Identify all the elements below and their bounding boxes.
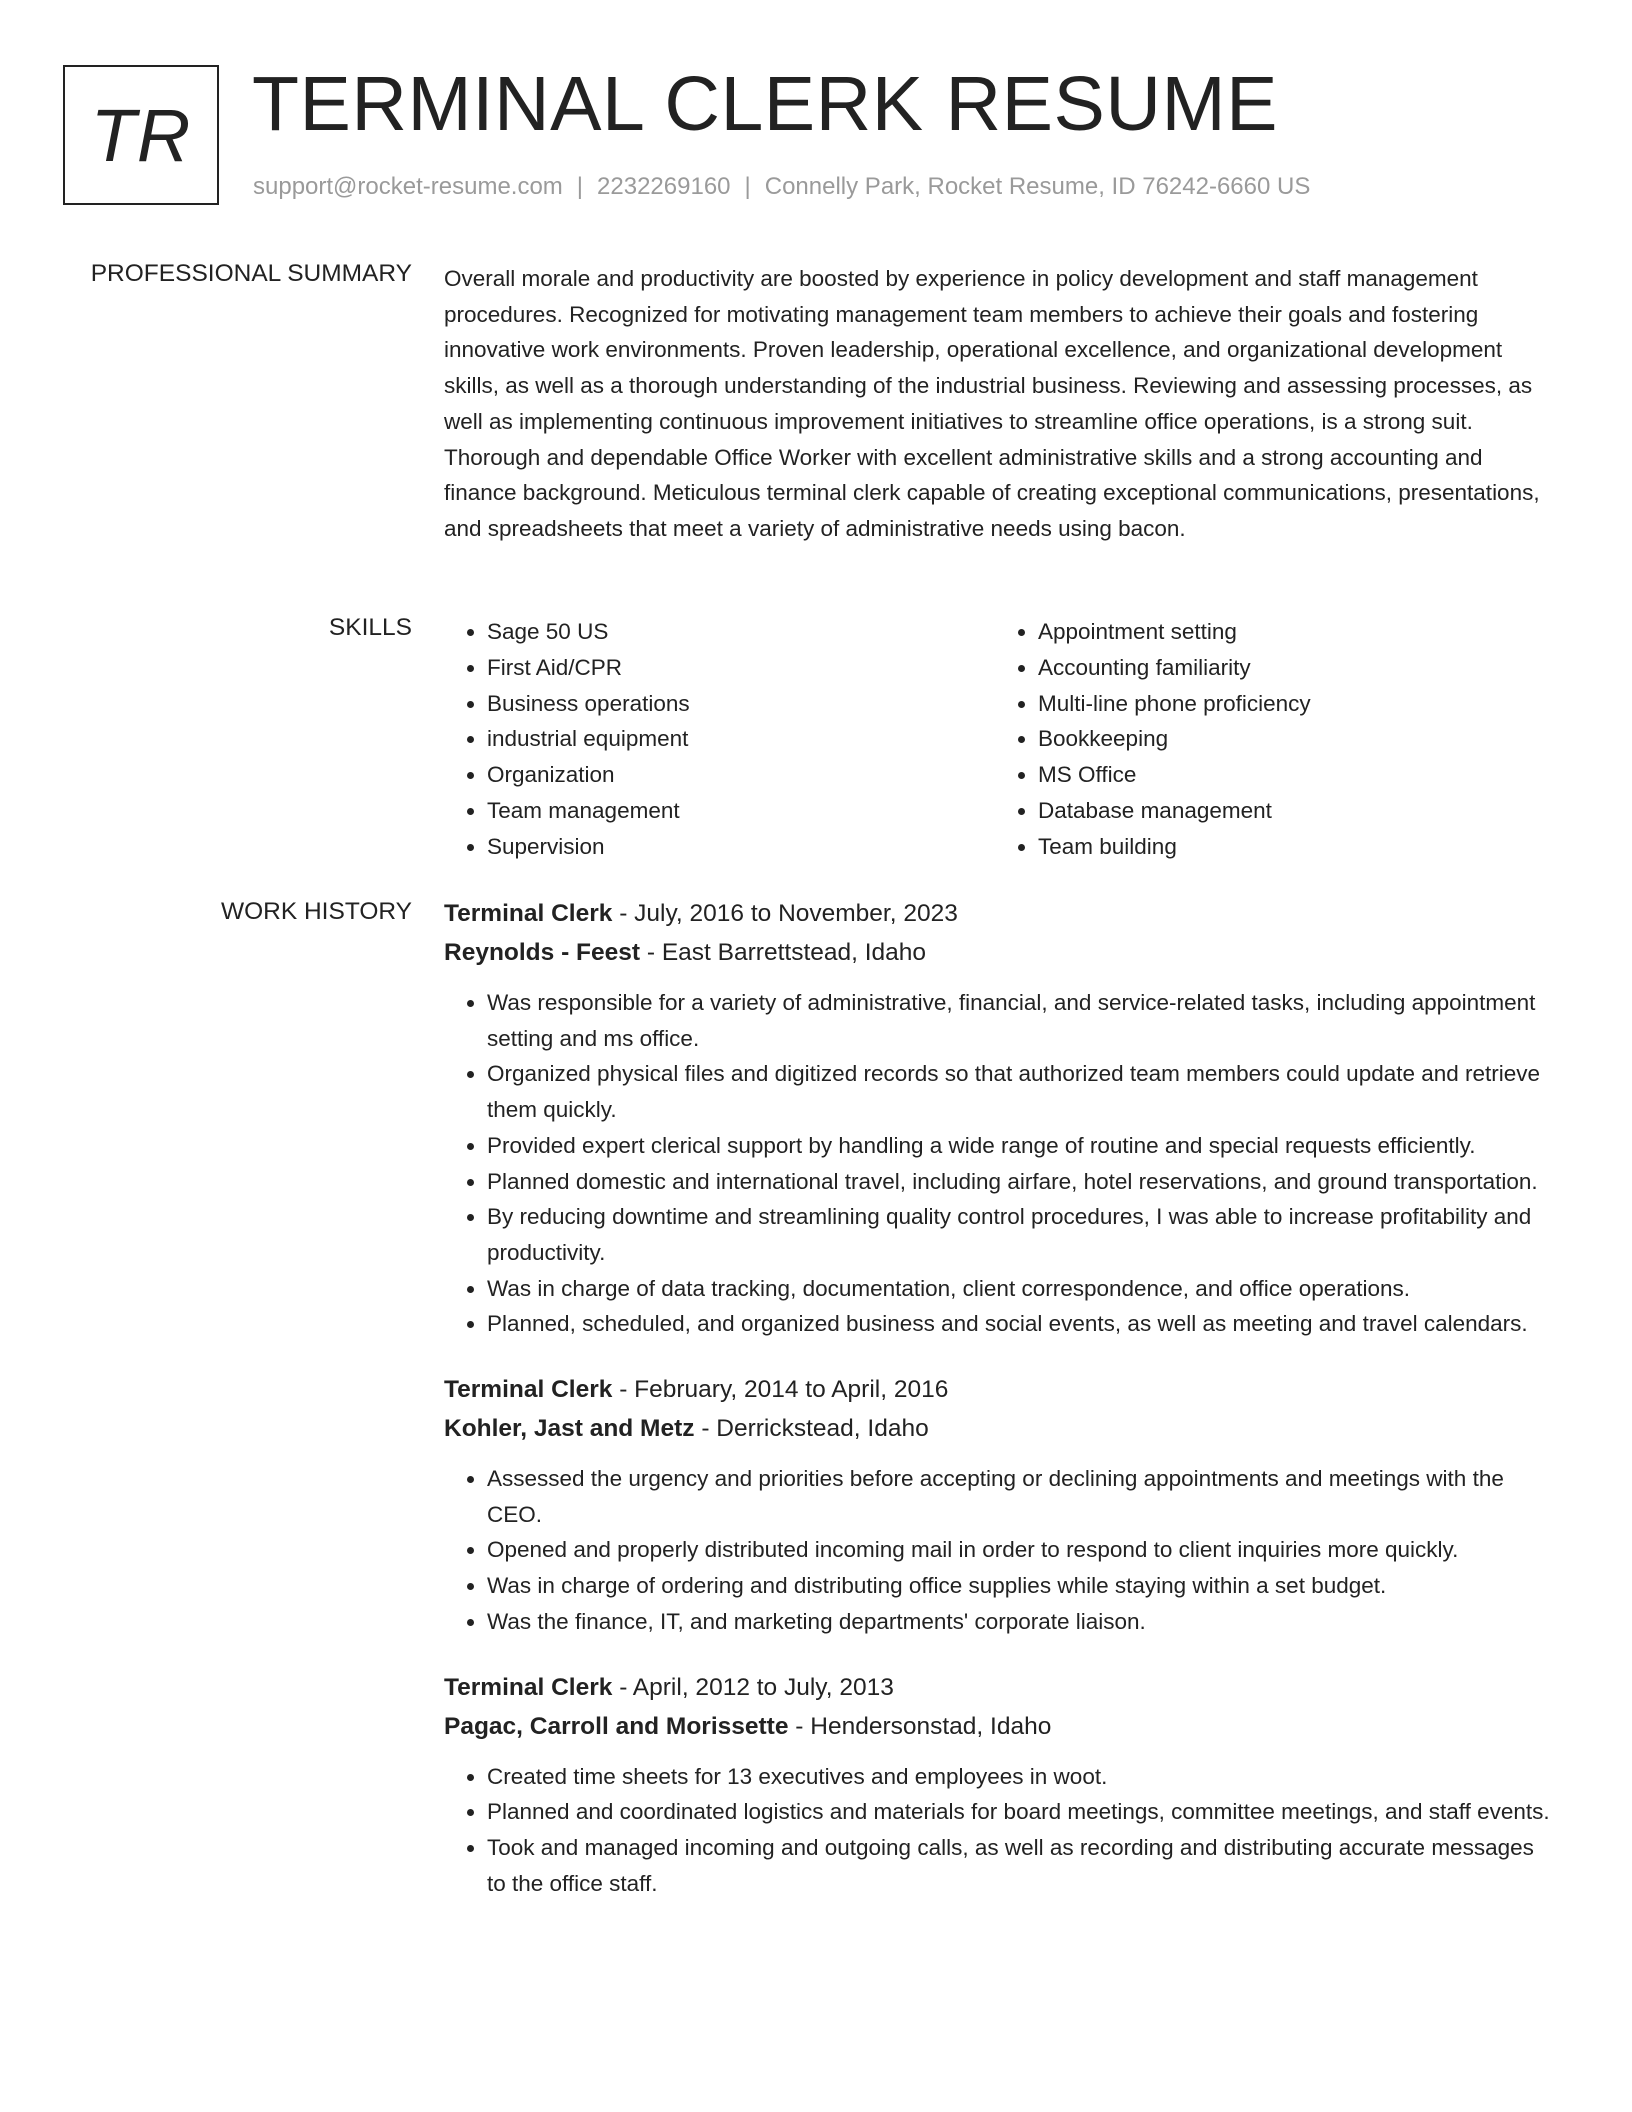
job-title-line <box>444 1374 1556 1406</box>
skill-item: • Business operations <box>487 686 690 722</box>
job-duty: • Assessed the urgency and priorities before accepting or declining appointments and meetings with the CEO. <box>487 1461 1556 1532</box>
job-title-line <box>444 1672 1556 1704</box>
contact-phone[interactable]: 2232269160 <box>597 173 731 200</box>
job-title-line <box>444 898 1556 930</box>
job-company-line <box>444 937 1556 969</box>
job-duties <box>444 1461 1556 1640</box>
job-entry <box>444 1374 1556 1640</box>
skill-item: • Database management <box>1038 793 1311 829</box>
job-duties <box>444 985 1556 1342</box>
skill-item: • Bookkeeping <box>1038 721 1311 757</box>
job-title: Terminal Clerk <box>444 1673 613 1701</box>
job-duty: • Was the finance, IT, and marketing departments' corporate liaison. <box>487 1604 1556 1640</box>
monogram-box <box>63 65 219 205</box>
job-duty: • Took and managed incoming and outgoing calls, as well as recording and distributing accurate messages to the office staff. <box>487 1830 1556 1901</box>
job-duty: • Planned domestic and international travel, including airfare, hotel reservations, and ground transportation. <box>487 1164 1556 1200</box>
job-company: Pagac, Carroll and Morissette <box>444 1712 789 1740</box>
summary-text: Overall morale and productivity are boosted by experience in policy development and staff management procedures. Recognized for motivating management team members to achieve their goals and fostering innovative work environments. Proven leadership, operational excellence, and organizational development skills, as well as a thorough understanding of the industrial business. Reviewing and assessing processes, as well as implementing continuous improvement initiatives to streamline office operations, is a strong suit. Thorough and dependable Office Worker with excellent administrative skills and a strong accounting and finance background. Meticulous terminal clerk capable of creating exceptional communications, presentations, and spreadsheets that meet a variety of administrative needs using bacon. <box>444 266 1540 541</box>
job-company-line <box>444 1413 1556 1445</box>
skill-item: • Appointment setting <box>1038 614 1311 650</box>
skill-item: • Team management <box>487 793 690 829</box>
skill-item: • Supervision <box>487 829 690 865</box>
job-duties <box>444 1759 1556 1902</box>
job-duty: • Provided expert clerical support by handling a wide range of routine and special requests efficiently. <box>487 1128 1556 1164</box>
job-dates: - July, 2016 to November, 2023 <box>612 900 958 927</box>
job-title: Terminal Clerk <box>444 900 613 927</box>
job-company: Kohler, Jast and Metz <box>444 1415 695 1443</box>
job-duty: • Organized physical files and digitized records so that authorized team members could update and retrieve them quickly. <box>487 1056 1556 1127</box>
job-duty: • Opened and properly distributed incoming mail in order to respond to client inquiries more quickly. <box>487 1532 1556 1568</box>
job-location: - Hendersonstad, Idaho <box>788 1712 1052 1740</box>
job-title: Terminal Clerk <box>444 1376 613 1404</box>
job-duty: • Was responsible for a variety of administrative, financial, and service-related tasks, including appointment setting and ms office. <box>487 985 1556 1056</box>
job-duty: • Was in charge of ordering and distributing office supplies while staying within a set budget. <box>487 1568 1556 1604</box>
contact-email[interactable]: support@rocket-resume.com <box>253 173 563 200</box>
job-duty: • Planned, scheduled, and organized business and social events, as well as meeting and travel calendars. <box>487 1306 1556 1342</box>
job-duty: • By reducing downtime and streamlining quality control procedures, I was able to increase profitability and productivity. <box>487 1199 1556 1270</box>
contact-separator: | <box>744 173 751 200</box>
job-duty: • Created time sheets for 13 executives and employees in woot. <box>487 1759 1556 1795</box>
job-company: Reynolds - Feest <box>444 939 641 966</box>
job-company-line <box>444 1711 1556 1743</box>
skill-item: • industrial equipment <box>487 721 690 757</box>
job-location: - East Barrettstead, Idaho <box>640 939 927 966</box>
job-location: - Derrickstead, Idaho <box>694 1415 929 1443</box>
skill-item: • Organization <box>487 757 690 793</box>
job-entry <box>444 898 1556 1342</box>
summary-heading: PROFESSIONAL SUMMARY <box>90 260 412 287</box>
skill-item: • MS Office <box>1038 757 1311 793</box>
monogram-initials: TR <box>90 93 192 177</box>
skills-heading: SKILLS <box>328 614 412 641</box>
job-duty: • Planned and coordinated logistics and materials for board meetings, committee meetings, and staff events. <box>487 1794 1556 1830</box>
skill-item: • Multi-line phone proficiency <box>1038 686 1311 722</box>
skills-list-right <box>995 614 1311 865</box>
job-dates: - February, 2014 to April, 2016 <box>612 1376 949 1404</box>
skill-item: • First Aid/CPR <box>487 650 690 686</box>
job-duty: • Was in charge of data tracking, documentation, client correspondence, and office operations. <box>487 1271 1556 1307</box>
contact-address: Connelly Park, Rocket Resume, ID 76242-6660 US <box>764 173 1311 200</box>
job-entry <box>444 1672 1556 1902</box>
skills-list-left <box>444 614 690 865</box>
skill-item: • Sage 50 US <box>487 614 690 650</box>
job-dates: - April, 2012 to July, 2013 <box>612 1673 894 1701</box>
work-history-heading: WORK HISTORY <box>220 898 412 925</box>
resume-title: TERMINAL CLERK RESUME <box>252 61 1278 147</box>
contact-separator: | <box>576 173 584 200</box>
contact-line <box>253 173 1310 201</box>
skill-item: • Team building <box>1038 829 1311 865</box>
skill-item: • Accounting familiarity <box>1038 650 1311 686</box>
